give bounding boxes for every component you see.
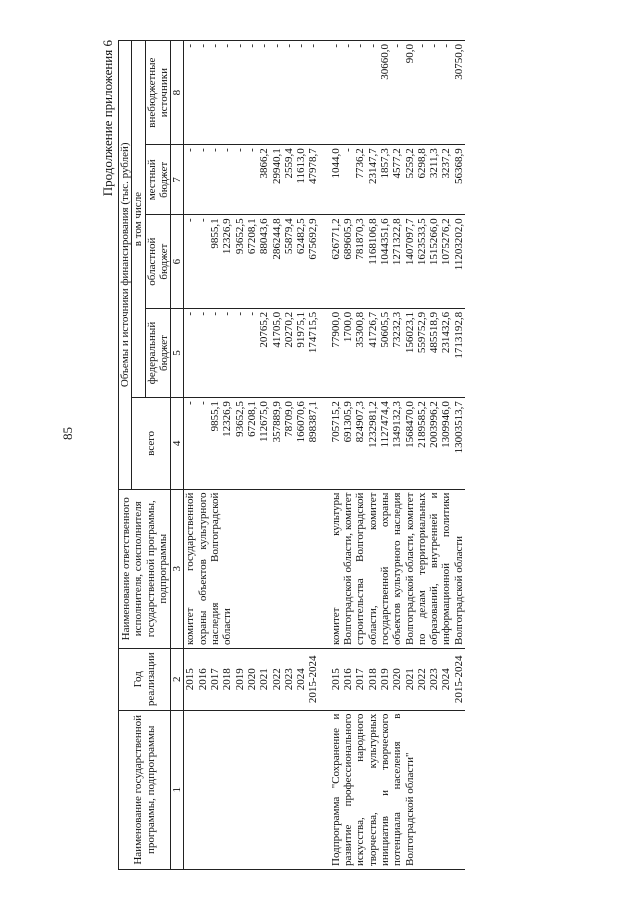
header-year: Год реализации (119, 648, 171, 710)
executor-cell: комитет государственной охраны объектов культурного наследия Волгоградской области (184, 489, 320, 648)
column-number: 1 (171, 710, 184, 869)
year-cell: 2015 2016 2017 2018 2019 2020 2021 2022 2023 2024 2015-2024 (184, 648, 320, 710)
header-regional: областной бюджет (145, 215, 171, 309)
column-number: 4 (171, 398, 184, 489)
rotated-page (100, 40, 565, 870)
header-local: местный бюджет (145, 145, 171, 215)
column-number: 5 (171, 308, 184, 397)
column-number: 8 (171, 41, 184, 145)
year-cell: 2015 2016 2017 2018 2019 2020 2021 2022 2023 2024 2015-2024 (330, 648, 465, 710)
total-cell: 705715,2 691305,9 824907,3 1232981,2 1127474,4 1349132,3 1568470,0 2189585,2 2003996,2 1309946,0 13003513,7 (330, 398, 465, 489)
program-name-cell (184, 710, 320, 869)
column-number: 6 (171, 215, 184, 309)
spacer-row (320, 41, 330, 870)
header-program: Наименование государственной программы, подпрограммы (119, 710, 171, 869)
federal-cell: - - - - - - 20765,2 41705,0 20270,2 91975,1 174715,5 (184, 308, 320, 397)
header-inclusive: в том числе (132, 41, 145, 398)
regional-cell: 626771,2 689605,9 781870,3 1168106,8 1044351,6 1271322,8 1407097,7 1623533,5 1515266,0 1075276,2 11203202,0 (330, 215, 465, 309)
header-federal: федеральный бюджет (145, 308, 171, 397)
federal-cell: 77900,0 1700,0 35300,8 41726,7 50605,5 73232,3 156023,1 559752,9 485518,9 231432,6 1713192,8 (330, 308, 465, 397)
header-total: всего (132, 398, 171, 489)
funding-table (118, 40, 465, 870)
program-name-cell: Подпрограмма "Сохранение и развитие профессионального искусства, народного творчества, культурных инициатив и творческого потенциала населения в Волгоградской области" (330, 710, 465, 869)
header-extra: внебюджетные источники (145, 41, 171, 145)
column-number: 3 (171, 489, 184, 648)
regional-cell: - - 9855,1 12326,9 93652,5 67208,1 88043,6 286244,8 55879,4 62482,5 675692,9 (184, 215, 320, 309)
header-executor: Наименование ответственного исполнителя, соисполнителя государственной программы, подпрограммы (119, 489, 171, 648)
header-funding: Объемы и источники финансирования (тыс. рублей) (119, 41, 132, 490)
column-number: 2 (171, 648, 184, 710)
local-cell: - - - - - - 3866,2 29940,1 2559,4 11613,0 47978,7 (184, 145, 320, 215)
table-row (184, 41, 320, 870)
column-number: 7 (171, 145, 184, 215)
extra-cell: - - - - - - - - - - - (184, 41, 320, 145)
table-row (330, 41, 465, 870)
executor-cell: комитет культуры Волгоградской области, комитет строительства Волгоградской области, комитет государственной охраны объектов культурного наследия Волгоградской области, комитет по делам территориальных образований, внутренней и информационной политики Волгоградской области (330, 489, 465, 648)
total-cell: - - 9855,1 12326,9 93652,5 67208,1 112675,0 357889,9 78709,0 166070,6 898387,1 (184, 398, 320, 489)
page-number: 85 (60, 427, 75, 440)
local-cell: 1044,0 - 7736,2 23147,7 1857,3 4577,2 5259,2 6298,8 3211,3 3237,2 56368,9 (330, 145, 465, 215)
extra-cell: - - - - 30660,0 - 90,0 - - - 30750,0 (330, 41, 465, 145)
caption: Продолжение приложения 6 (100, 40, 115, 197)
